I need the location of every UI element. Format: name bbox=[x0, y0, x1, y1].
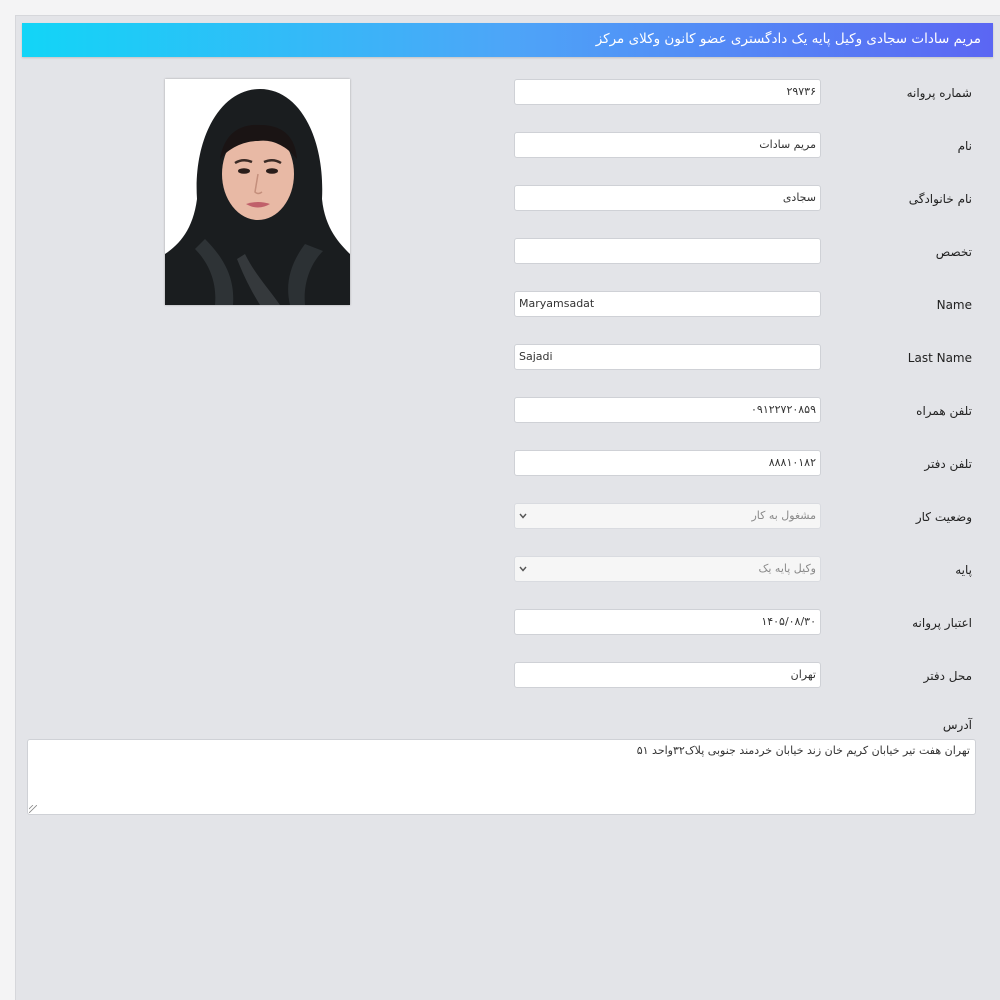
profile-header bbox=[22, 23, 993, 57]
first-name-input[interactable]: مریم سادات bbox=[514, 132, 821, 158]
license-number-label: شماره پروانه bbox=[906, 86, 972, 100]
last-name-input[interactable]: سجادی bbox=[514, 185, 821, 211]
office-phone-label: تلفن دفتر bbox=[924, 457, 972, 471]
grade-value: وکیل پایه یک bbox=[758, 562, 816, 575]
resize-handle-icon[interactable] bbox=[29, 805, 37, 813]
last-name-en-input[interactable]: Sajadi bbox=[514, 344, 821, 370]
address-textarea[interactable] bbox=[27, 739, 976, 815]
grade-select[interactable] bbox=[514, 556, 821, 582]
lawyer-photo bbox=[165, 79, 350, 305]
office-phone-input[interactable]: ۸۸۸۱۰۱۸۲ bbox=[514, 450, 821, 476]
grade-label: پایه bbox=[955, 563, 972, 577]
work-status-select[interactable] bbox=[514, 503, 821, 529]
last-name-en-label: Last Name bbox=[907, 351, 972, 365]
last-name-label: نام خانوادگی bbox=[908, 192, 972, 206]
office-location-input[interactable]: تهران bbox=[514, 662, 821, 688]
page-title: مریم سادات سجادی وکیل پایه یک دادگستری عضو کانون وکلای مرکز bbox=[595, 31, 981, 47]
mobile-input[interactable]: ۰۹۱۲۲۷۲۰۸۵۹ bbox=[514, 397, 821, 423]
address-label: آدرس bbox=[942, 718, 972, 732]
specialty-input[interactable] bbox=[514, 238, 821, 264]
name-en-label: Name bbox=[936, 298, 972, 312]
license-number-input[interactable]: ۲۹۷۳۶ bbox=[514, 79, 821, 105]
work-status-value: مشغول به کار bbox=[751, 509, 816, 522]
portrait-image bbox=[165, 79, 350, 305]
address-text: تهران هفت تیر خیابان کریم خان زند خیابان خردمند جنوبی پلاک۳۲واحد ۵۱ bbox=[636, 744, 970, 757]
work-status-label: وضعیت کار bbox=[915, 510, 972, 524]
chevron-down-icon bbox=[519, 513, 527, 519]
license-validity-label: اعتبار پروانه bbox=[912, 616, 972, 630]
specialty-label: تخصص bbox=[935, 245, 972, 259]
license-validity-input[interactable]: ۱۴۰۵/۰۸/۳۰ bbox=[514, 609, 821, 635]
lawyer-profile-panel bbox=[15, 15, 1000, 1000]
name-en-input[interactable]: Maryamsadat bbox=[514, 291, 821, 317]
mobile-label: تلفن همراه bbox=[916, 404, 972, 418]
first-name-label: نام bbox=[957, 139, 972, 153]
office-location-label: محل دفتر bbox=[923, 669, 972, 683]
chevron-down-icon bbox=[519, 566, 527, 572]
